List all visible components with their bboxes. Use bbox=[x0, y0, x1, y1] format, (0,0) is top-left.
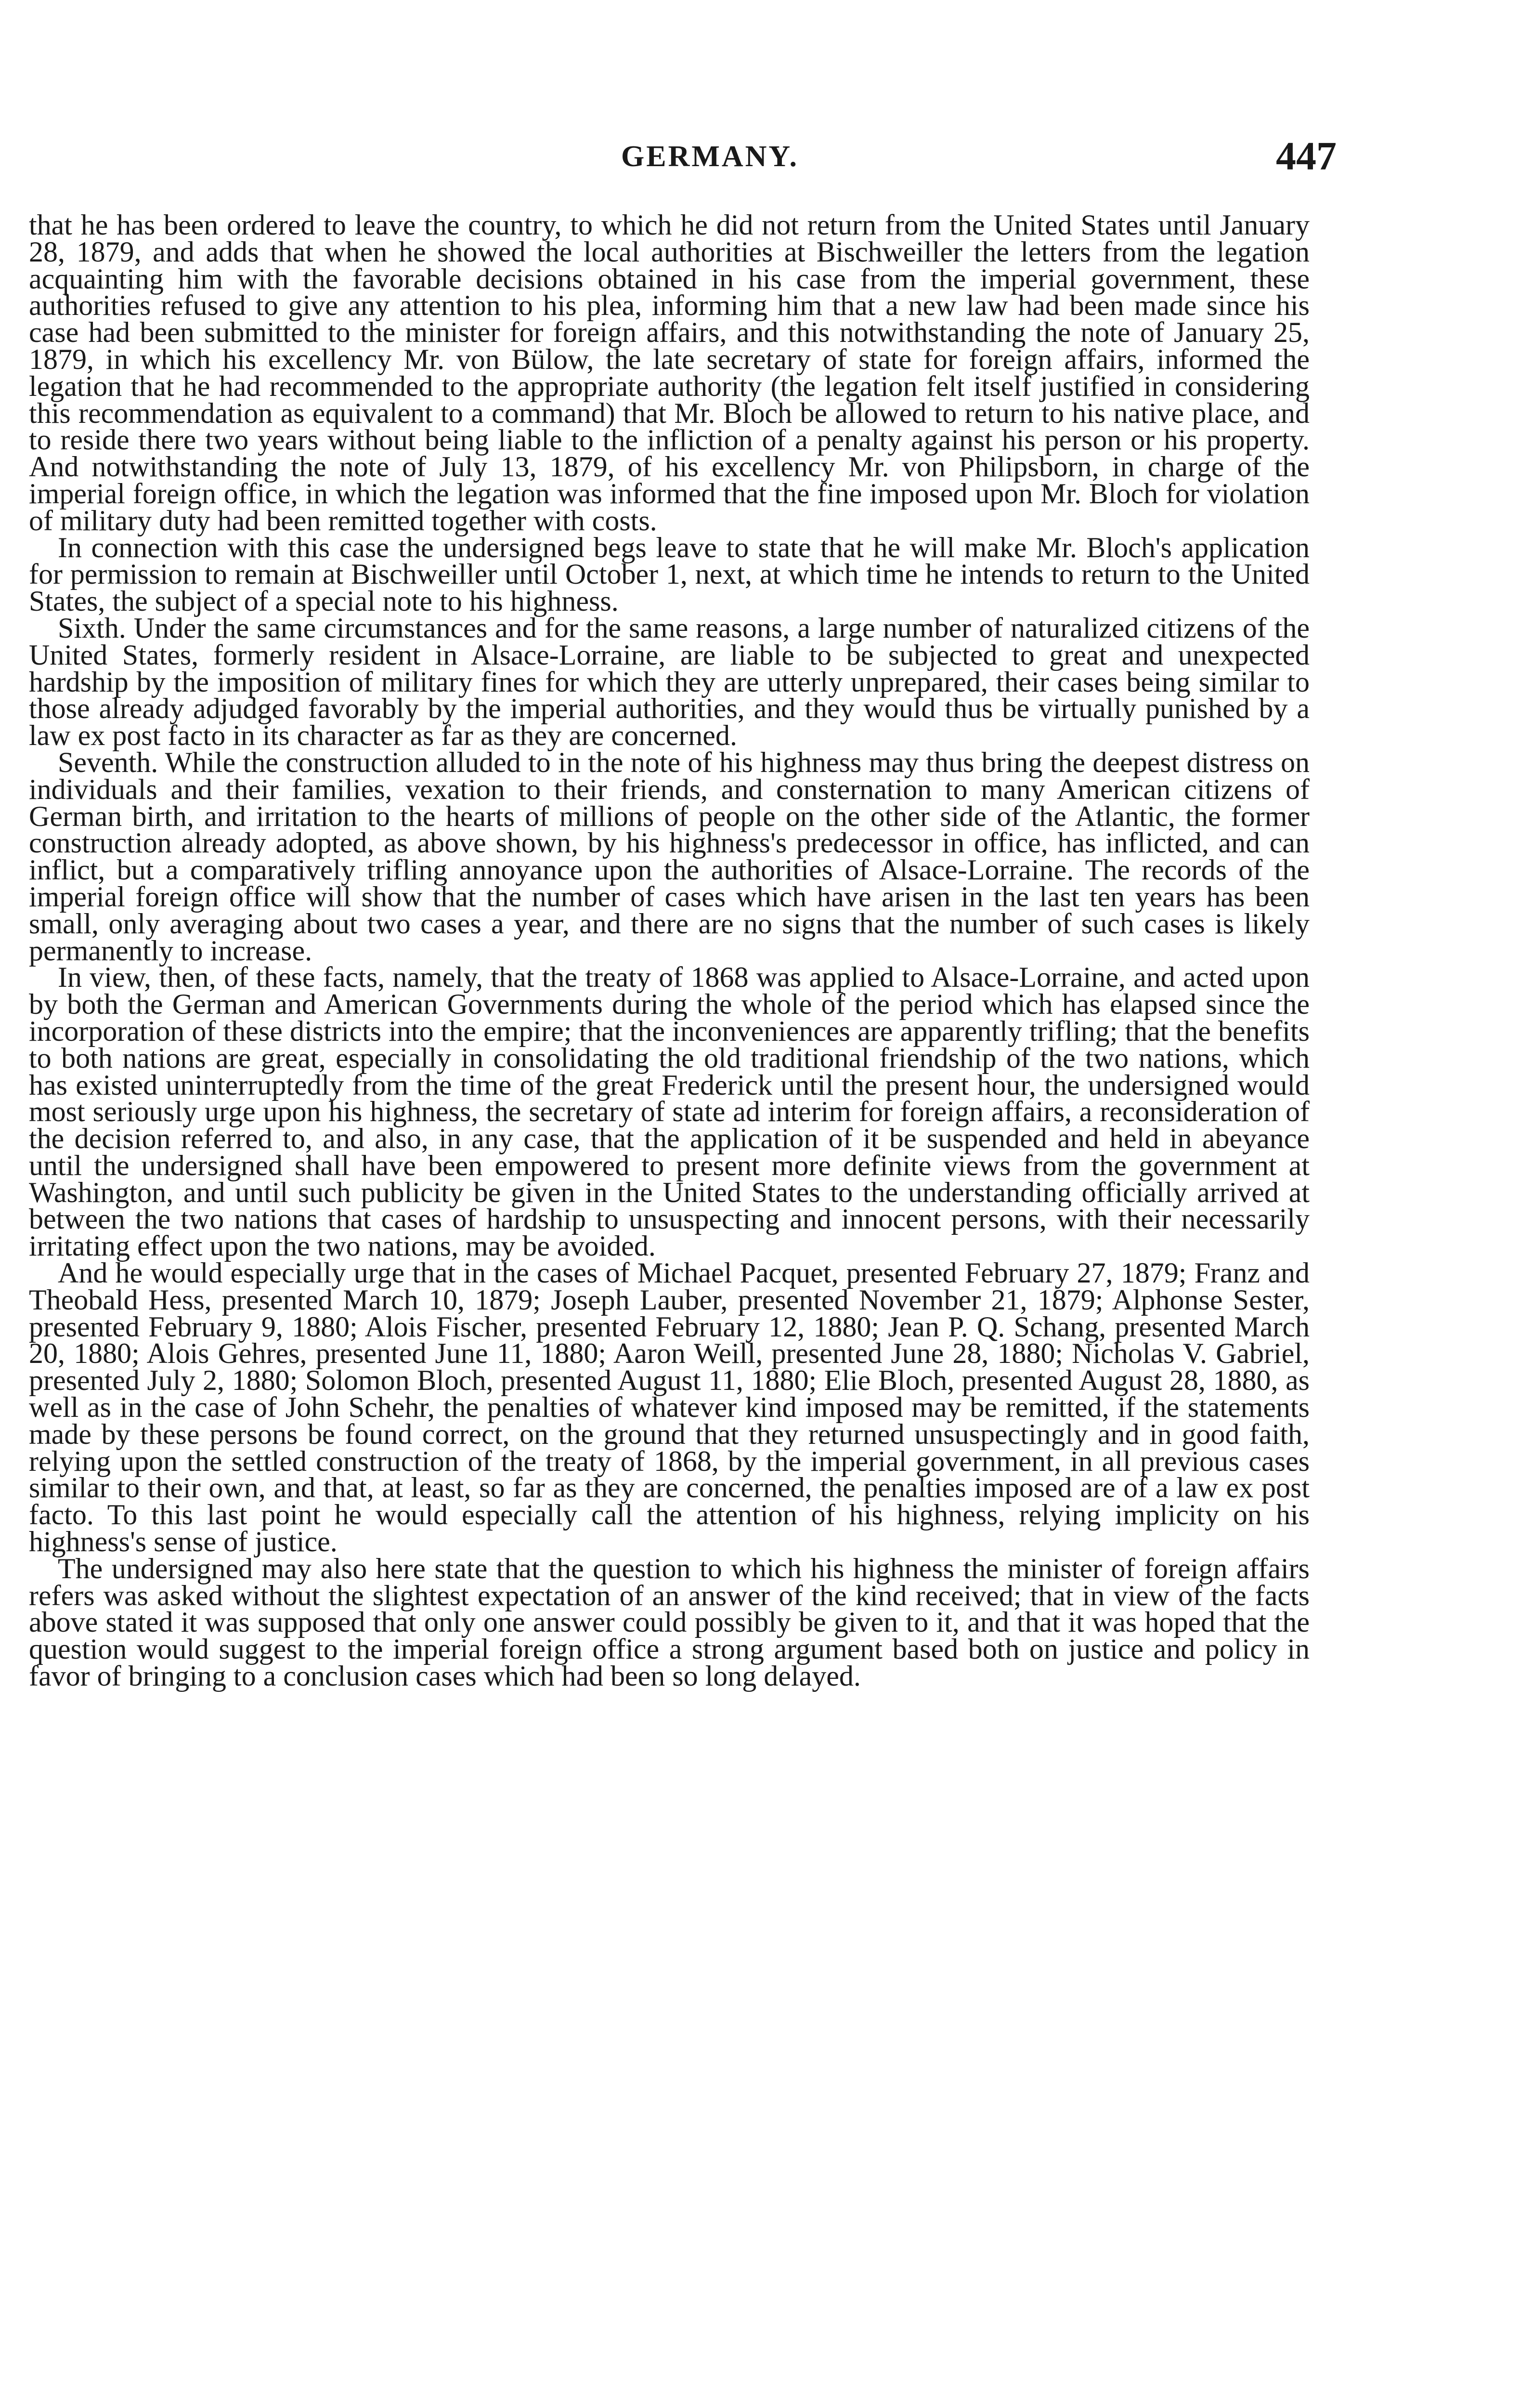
paragraph: The undersigned may also here state that the question to which his highness the minister of foreign affairs refers was asked without the slightest expectation of an answer of the kind received; that in view of the facts above stated it was supposed that only one answer could possibly be given to it, and that it was hoped that the question would suggest to the imperial foreign office a strong argument based both on justice and policy in favor of bringing to a conclusion cases which had been so long delayed. bbox=[29, 1552, 1310, 1692]
body-text bbox=[29, 209, 1310, 1692]
running-head: GERMANY. bbox=[621, 140, 799, 173]
page-number: 447 bbox=[1276, 134, 1337, 179]
paragraph: Seventh. While the construction alluded to in the note of his highness may thus bring the deepest distress on individuals and their families, vexation to their friends, and consternation to many American citizens of German birth, and irritation to the hearts of millions of people on the other side of the Atlantic, the former construction already adopted, as above shown, by his highness's predecessor in office, has inflicted, and can inflict, but a comparatively trifling annoyance upon the authorities of Alsace-Lorraine. The records of the imperial foreign office will show that the number of cases which have arisen in the last ten years has been small, only averaging about two cases a year, and there are no signs that the number of such cases is likely permanently to increase. bbox=[29, 746, 1310, 967]
paragraph: And he would especially urge that in the cases of Michael Pacquet, presented February 27, 1879; Franz and Theobald Hess, presented March 10, 1879; Joseph Lauber, presented November 21, 1879; Alphonse Sester, presented February 9, 1880; Alois Fischer, presented February 12, 1880; Jean P. Q. Schang, presented March 20, 1880; Alois Gehres, presented June 11, 1880; Aaron Weill, presented June 28, 1880; Nicholas V. Gabriel, presented July 2, 1880; Solomon Bloch, presented August 11, 1880; Elie Bloch, presented August 28, 1880, as well as in the case of John Schehr, the penalties of whatever kind imposed may be remitted, if the statements made by these persons be found correct, on the ground that they returned unsuspectingly and in good faith, relying upon the settled construction of the treaty of 1868, by the imperial government, in all previous cases similar to their own, and that, at least, so far as they are concerned, the penalties imposed are of a law ex post facto. To this last point he would especially call the attention of his highness, relying implicity on his highness's sense of justice. bbox=[29, 1257, 1310, 1558]
paragraph: Sixth. Under the same circumstances and for the same reasons, a large number of naturalized citizens of the United States, formerly resident in Alsace-Lorraine, are liable to be subjected to great and unexpected hardship by the imposition of military fines for which they are utterly unprepared, their cases being similar to those already adjudged favorably by the imperial authorities, and they would thus be virtually punished by a law ex post facto in its character as far as they are concerned. bbox=[29, 612, 1310, 752]
paragraph: that he has been ordered to leave the country, to which he did not return from the United States until January 28, 1879, and adds that when he showed the local authorities at Bischweiller the letters from the legation acquainting him with the favorable decisions obtained in his case from the imperial government, these authorities refused to give any attention to his plea, informing him that a new law had been made since his case had been submitted to the minister for foreign affairs, and this notwithstanding the note of January 25, 1879, in which his excellency Mr. von Bülow, the late secretary of state for foreign affairs, informed the legation that he had recommended to the appropriate authority (the legation felt itself justified in considering this recommendation as equivalent to a command) that Mr. Bloch be allowed to return to his native place, and to reside there two years without being liable to the infliction of a penalty against his person or his property. And notwithstanding the note of July 13, 1879, of his excellency Mr. von Philipsborn, in charge of the imperial foreign office, in which the legation was informed that the fine imposed upon Mr. Bloch for violation of military duty had been remitted together with costs. bbox=[29, 209, 1310, 537]
paragraph: In connection with this case the undersigned begs leave to state that he will make Mr. Bloch's application for permission to remain at Bischweiller until October 1, next, at which time he intends to return to the United States, the subject of a special note to his highness. bbox=[29, 531, 1310, 617]
paragraph: In view, then, of these facts, namely, that the treaty of 1868 was applied to Alsace-Lorraine, and acted upon by both the German and American Governments during the whole of the period which has elapsed since the incorporation of these districts into the empire; that the inconveniences are apparently trifling; that the benefits to both nations are great, especially in consolidating the old traditional friendship of the two nations, which has existed uninterruptedly from the time of the great Frederick until the present hour, the undersigned would most seriously urge upon his highness, the secretary of state ad interim for foreign affairs, a reconsideration of the decision referred to, and also, in any case, that the application of it be suspended and held in abeyance until the undersigned shall have been empowered to present more definite views from the government at Washington, and until such publicity be given in the United States to the understanding officially arrived at between the two nations that cases of hardship to unsuspecting and innocent persons, with their necessarily irritating effect upon the two nations, may be avoided. bbox=[29, 961, 1310, 1262]
